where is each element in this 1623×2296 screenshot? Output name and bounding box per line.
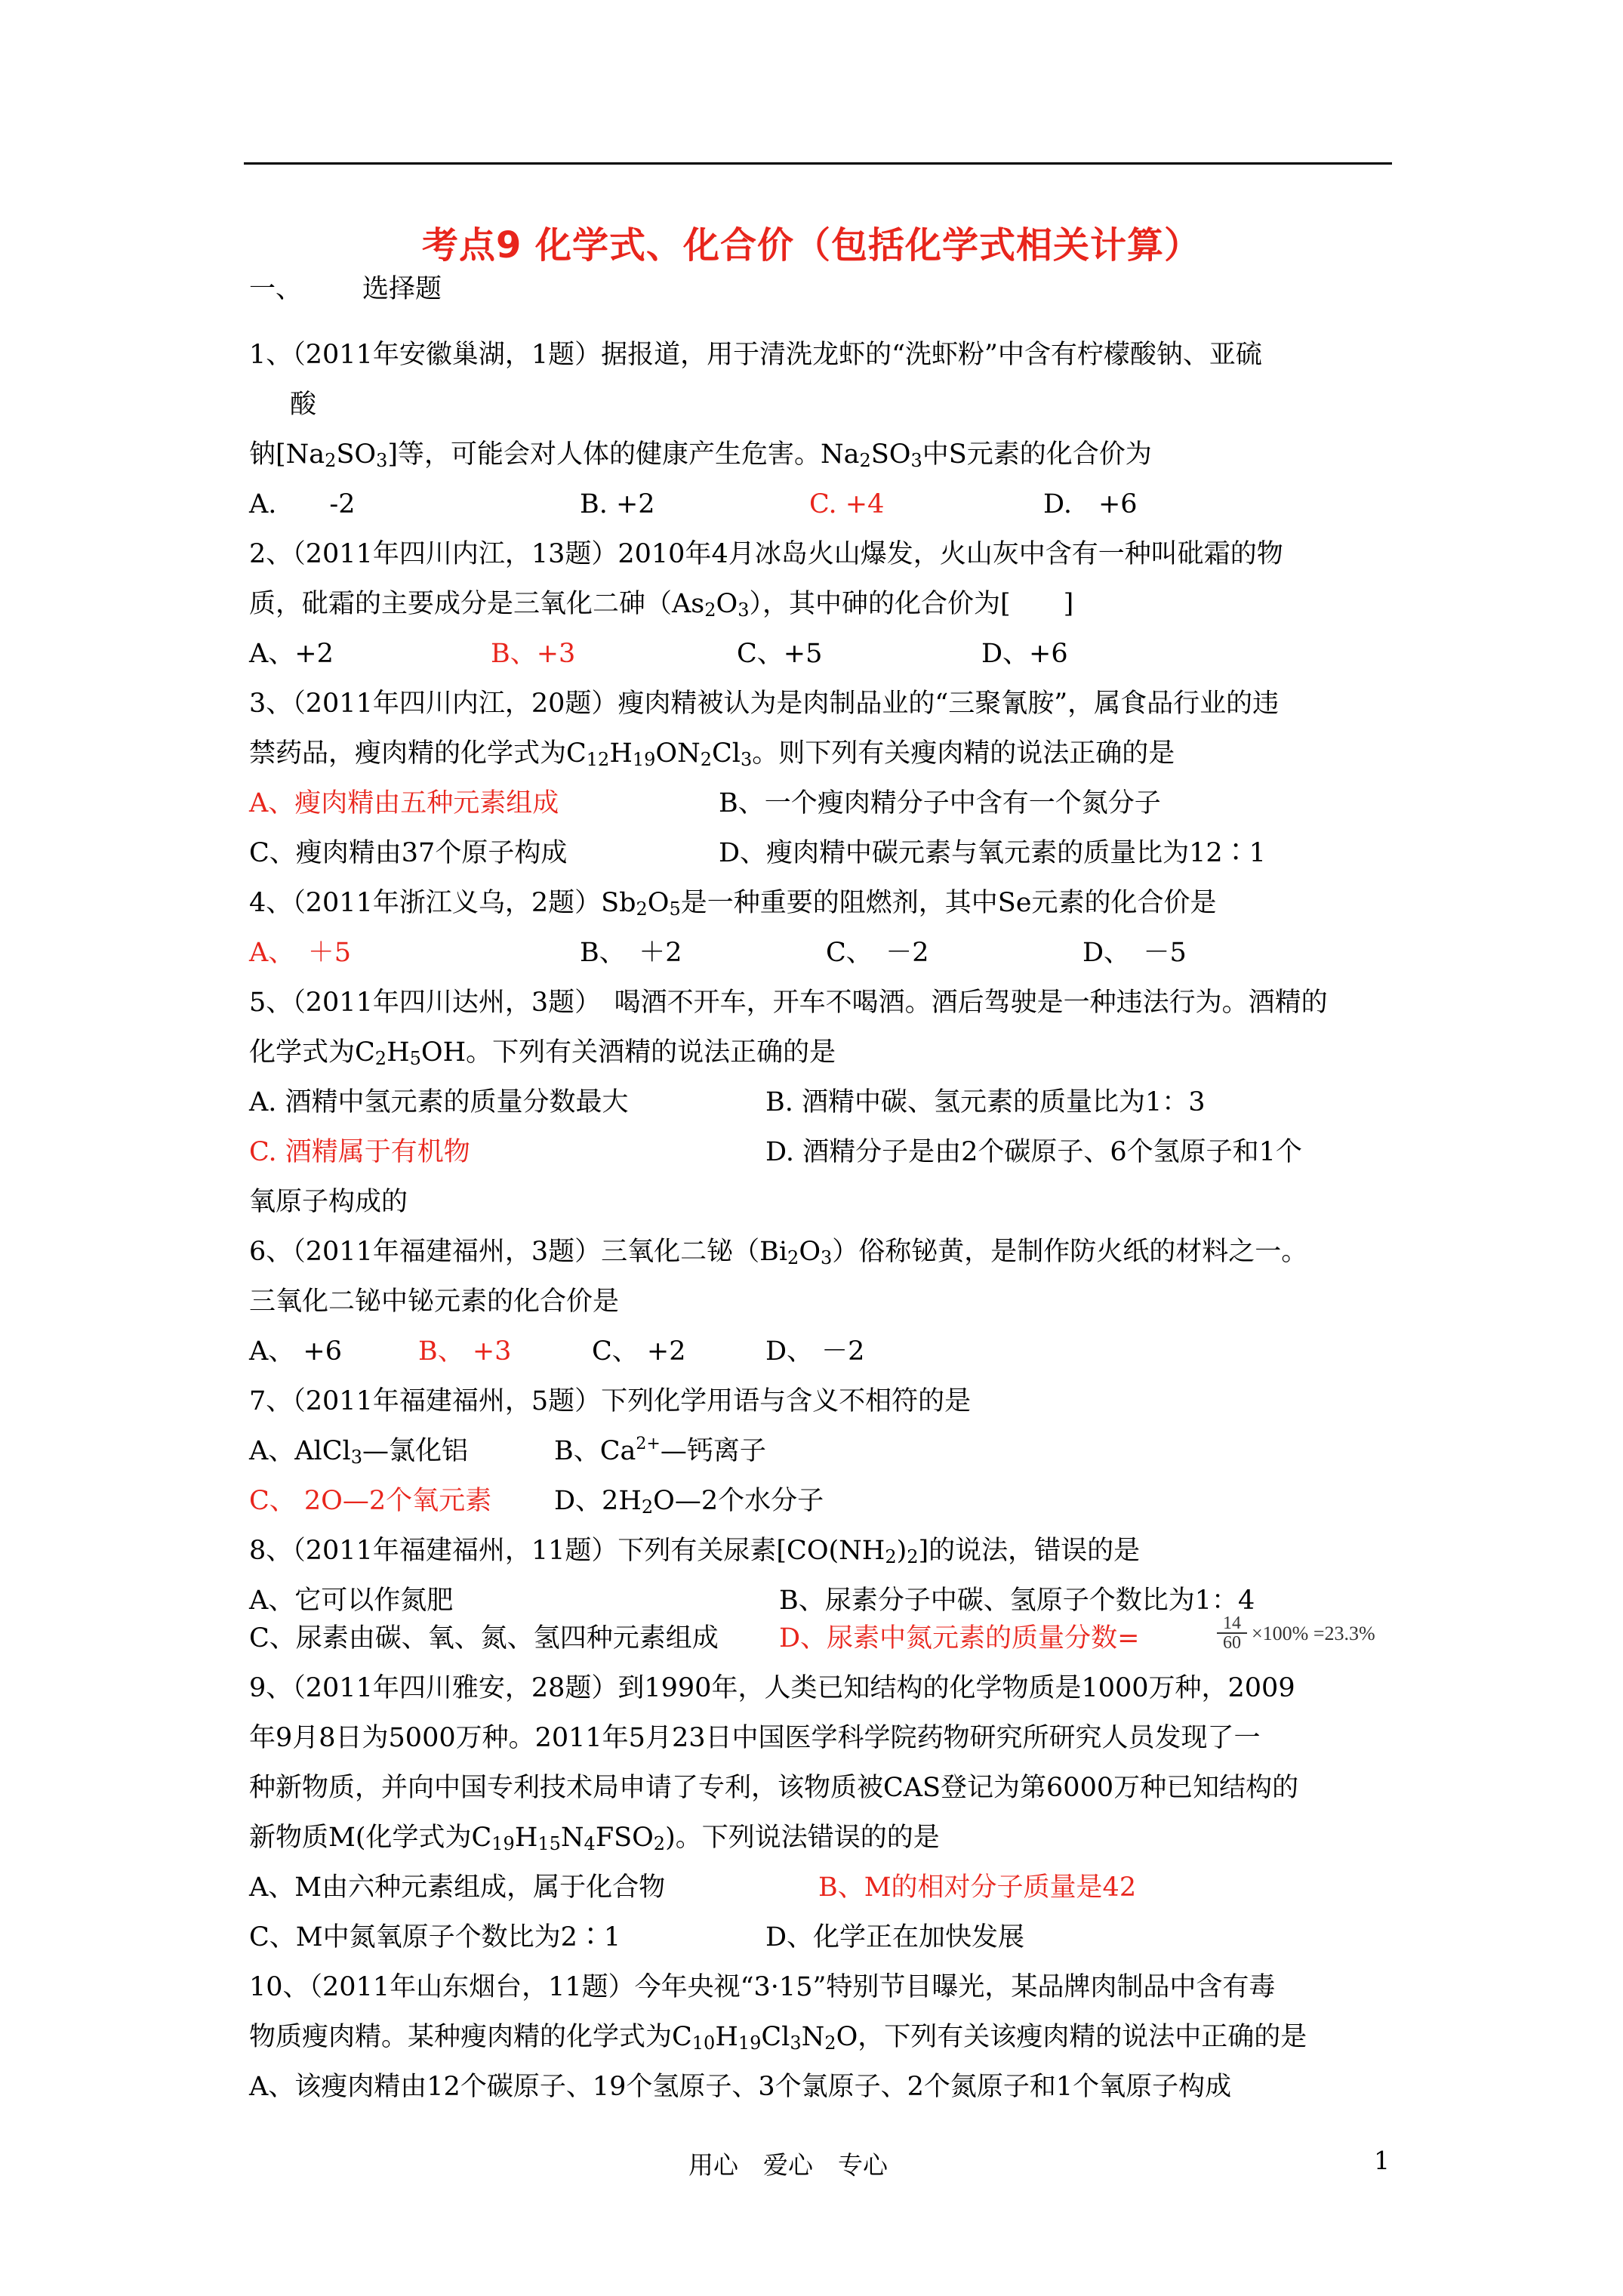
q1-stem-line2: 酸: [290, 390, 317, 420]
q8-option-a: A、它可以作氮肥: [249, 1586, 454, 1616]
q5-option-d-cont: 氧原子构成的: [249, 1187, 408, 1217]
q7-option-d: D、$2H_2O—2$个水分子: [554, 1486, 824, 1518]
q9-stem-line2: 年9月8日为5000万种。2011年5月23日中国医学科学院药物研究所研究人员发现了一: [249, 1723, 1261, 1753]
q2-stem-line2: 质，砒霜的主要成分是三氧化二砷$(As_2O_3)$，其中砷的化合价为[ ]: [249, 589, 1074, 621]
q7-stem: 7、（2011年福建福州，5题）下列化学用语与含义不相符的是: [249, 1386, 972, 1416]
q10-stem-line2: 物质瘦肉精。某种瘦肉精的化学式为$C_{10}H_{19}Cl_3N_2O$，下列有关该瘦肉精的说法中正确的是: [249, 2022, 1307, 2054]
page-footer: 用心 爱心 专心: [688, 2150, 888, 2180]
q8-stem: 8、（2011年福建福州，11题）下列有关尿素$[CO(NH_2)_2]$的说法，错误的是: [249, 1536, 1141, 1567]
q8-option-b: B、尿素分子中碳、氢原子个数比为1：4: [779, 1586, 1255, 1616]
q5-stem-line1: 5、（2011年四川达州，3题） 喝酒不开车，开车不喝酒。酒后驾驶是一种违法行为。酒精的: [249, 988, 1328, 1018]
q5-option-d: D. 酒精分子是由2个碳原子、6个氢原子和1个: [765, 1137, 1302, 1167]
q3-option-c: C、瘦肉精由37个原子构成: [249, 838, 568, 868]
section-number: 一、: [249, 274, 303, 304]
section-heading: [249, 273, 442, 306]
q2-option-b-answer: B、+3: [491, 639, 576, 669]
q5-option-a: A. 酒精中氢元素的质量分数最大: [249, 1087, 629, 1117]
header-rule: [244, 162, 1392, 165]
q1-option-c-answer: C. +4: [809, 489, 885, 519]
q5-option-c-answer: C. 酒精属于有机物: [249, 1137, 470, 1167]
q6-option-c: C、 +2: [592, 1336, 686, 1367]
q6-stem-line2: 三氧化二铋中铋元素的化合价是: [249, 1287, 620, 1317]
q5-option-b: B. 酒精中碳、氢元素的质量比为1：3: [765, 1087, 1206, 1117]
q8-formula-rest: ×100% =23.3%: [1252, 1623, 1375, 1644]
q6-option-b-answer: B、 +3: [418, 1336, 512, 1367]
page-number: 1: [1374, 2146, 1390, 2175]
q8-option-d-answer: D、尿素中氮元素的质量分数=: [779, 1623, 1140, 1653]
q7-option-b: B、$Ca^{2+}—$钙离子: [554, 1435, 766, 1466]
q10-option-a: A、该瘦肉精由12个碳原子、19个氢原子、3个氯原子、2个氮原子和1个氧原子构成: [249, 2072, 1232, 2102]
q4-option-c: C、 －2: [826, 938, 929, 968]
q6-stem-line1: 6、（2011年福建福州，3题）三氧化二铋$(Bi_2O_3)$俗称铋黄，是制作防火纸的材料之一。: [249, 1237, 1308, 1268]
q8-formula-denominator: 60: [1223, 1633, 1241, 1653]
section-label: 选择题: [362, 274, 442, 304]
q7-option-c-answer: C、 2O—2个氧元素: [249, 1486, 492, 1516]
q9-stem-line1: 9、（2011年四川雅安，28题）到1990年，人类已知结构的化学物质是1000万种，2009: [249, 1673, 1295, 1703]
q6-option-d: D、 －2: [765, 1336, 865, 1367]
q4-option-d: D、 －5: [1083, 938, 1187, 968]
q9-stem-line3: 种新物质，并向中国专利技术局申请了专利，该物质被CAS登记为第6000万种已知结构的: [249, 1773, 1299, 1803]
q2-option-d: D、+6: [981, 639, 1068, 669]
q3-option-b: B、一个瘦肉精分子中含有一个氮分子: [719, 788, 1161, 818]
q9-option-c: C、M中氮氧原子个数比为2∶1: [249, 1922, 621, 1952]
q4-option-b: B、 ＋2: [580, 938, 682, 968]
q8-formula-image: [1214, 1614, 1410, 1653]
q9-option-d: D、化学正在加快发展: [765, 1922, 1025, 1952]
q8-option-c: C、尿素由碳、氧、氮、氢四种元素组成: [249, 1623, 719, 1653]
q1-option-d: D. +6: [1043, 489, 1138, 519]
q9-stem-line4: 新物质M(化学式为$C_{19}H_{15}N_4FSO_2$)。下列说法错误的的是: [249, 1823, 940, 1854]
q6-option-a: A、 +6: [249, 1336, 342, 1367]
q9-option-a: A、M由六种元素组成，属于化合物: [249, 1872, 666, 1903]
page-title: 考点9 化学式、化合价（包括化学式相关计算）: [421, 224, 1202, 267]
q3-stem-line2: 禁药品，瘦肉精的化学式为$C_{12}H_{19}ON_2Cl_3$。则下列有关瘦肉精的说法正确的是: [249, 738, 1175, 770]
q7-option-a: A、AlCl$_3$—氯化铝: [249, 1436, 469, 1468]
q9-option-b-answer: B、M的相对分子质量是42: [818, 1872, 1137, 1903]
q4-stem: 4、（2011年浙江义乌，2题）$Sb_2O_5$是一种重要的阻燃剂，其中Se元素的化合价是: [249, 888, 1217, 920]
q1-option-b: B. +2: [580, 489, 655, 519]
q2-option-a: A、+2: [249, 639, 334, 669]
q1-stem-line1: 1、（2011年安徽巢湖，1题）据报道，用于清洗龙虾的“洗虾粉”中含有柠檬酸钠、亚硫: [249, 340, 1262, 370]
q8-formula-numerator: 14: [1217, 1614, 1247, 1634]
q10-stem-line1: 10、（2011年山东烟台，11题）今年央视“3·15”特别节目曝光，某品牌肉制品中含有毒: [249, 1972, 1276, 2002]
q3-stem-line1: 3、（2011年四川内江，20题）瘦肉精被认为是肉制品业的“三聚氰胺”，属食品行业的违: [249, 689, 1280, 719]
q4-option-a-answer: A、 ＋5: [249, 938, 352, 968]
q3-option-d: D、瘦肉精中碳元素与氧元素的质量比为12∶1: [719, 838, 1266, 868]
q2-option-c: C、+5: [737, 639, 823, 669]
q3-option-a-answer: A、瘦肉精由五种元素组成: [249, 788, 559, 818]
q5-stem-line2: 化学式为$C_2H_5OH$。下列有关酒精的说法正确的是: [249, 1037, 836, 1069]
q8-formula-fraction: [1217, 1614, 1247, 1652]
q1-option-a: A. -2: [249, 489, 356, 519]
q1-stem-line3: 钠$[Na_2SO_3]$等，可能会对人体的健康产生危害。$Na_2SO_3$中S元素的化合价为: [249, 439, 1152, 471]
q2-stem-line1: 2、（2011年四川内江，13题）2010年4月冰岛火山爆发，火山灰中含有一种叫砒霜的物: [249, 539, 1283, 569]
